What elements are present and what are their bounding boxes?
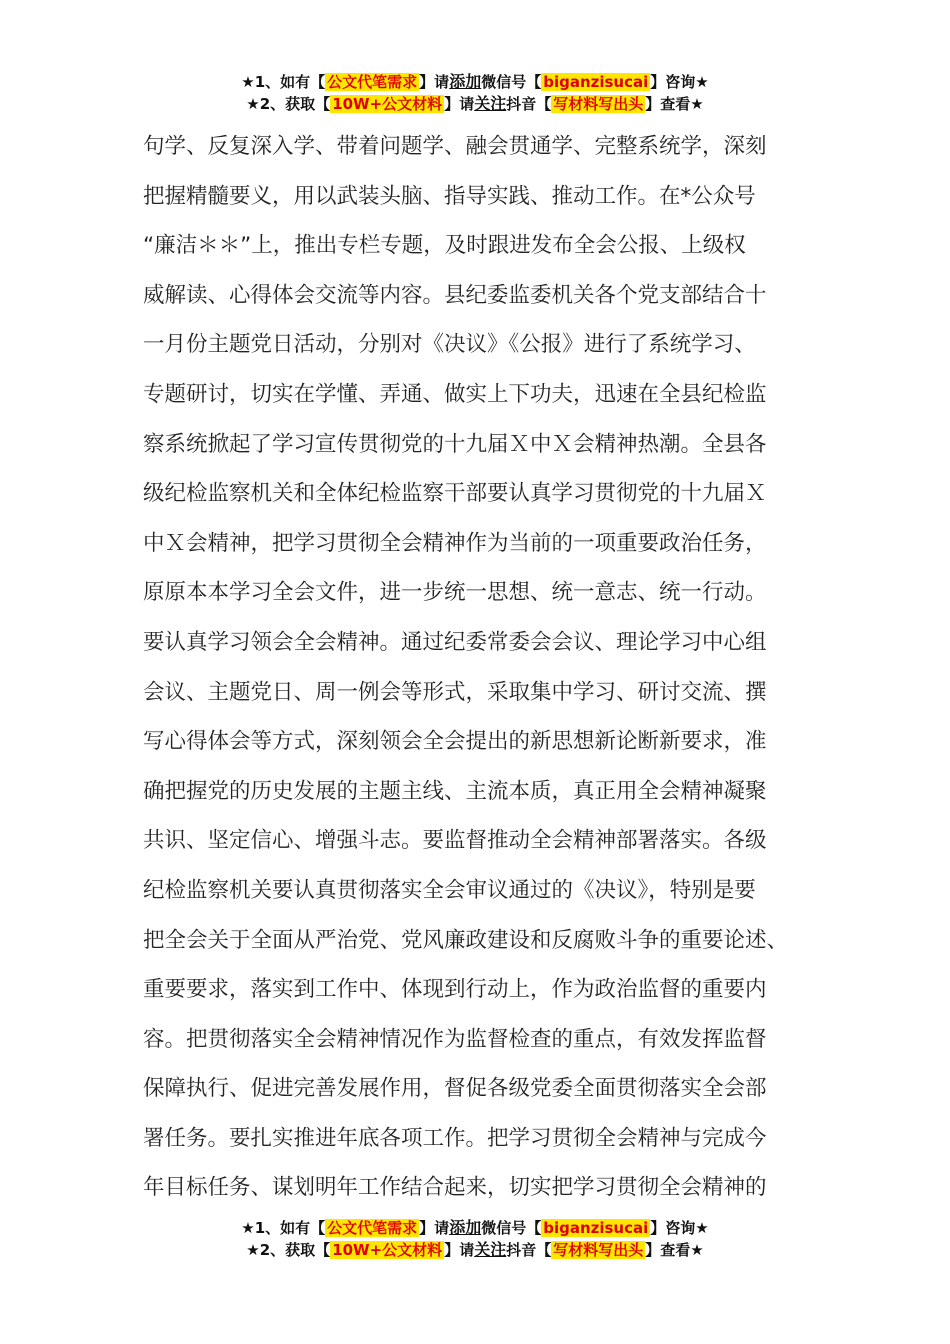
body-line: 容。把贯彻落实全会精神情况作为监督检查的重点，有效发挥监督 <box>143 1026 767 1052</box>
highlight-douyin-id: 写材料写出头 <box>553 95 644 113</box>
footer-banner <box>0 1217 950 1261</box>
body-line: 一月份主题党日活动，分别对《决议》《公报》进行了系统学习、 <box>143 332 756 358</box>
banner-text: 】咨询★ <box>650 1219 709 1237</box>
body-line: 写心得体会等方式，深刻领会全会提出的新思想新论断新要求，准 <box>143 729 767 755</box>
banner-text: 】查看★ <box>645 95 704 113</box>
banner-text: ★1、如有【 <box>241 73 326 91</box>
document-body <box>143 122 807 1213</box>
highlight-wechat-id: biganzisucai <box>543 1219 649 1237</box>
banner-line-1 <box>0 1217 950 1239</box>
body-line: 级纪检监察机关和全体纪检监察干部要认真学习贯彻党的十九届Ｘ <box>143 481 767 507</box>
banner-line-2 <box>0 93 950 115</box>
body-line: 句学、反复深入学、带着问题学、融会贯通学、完整系统学，深刻 <box>143 134 767 159</box>
banner-text: 抖音【 <box>506 95 552 113</box>
body-line: 威解读、心得体会交流等内容。县纪委监委机关各个党支部结合十 <box>143 282 767 308</box>
banner-emphasis: 添加 <box>449 72 482 91</box>
body-line: “廉洁＊＊”上，推出专栏专题，及时跟进发布全会公报、上级权 <box>143 233 746 259</box>
body-line: 专题研讨，切实在学懂、弄通、做实上下功夫，迅速在全县纪检监 <box>143 381 767 407</box>
highlight-materials: 10W+公文材料 <box>332 95 443 113</box>
body-line: 重要要求，落实到工作中、体现到行动上，作为政治监督的重要内 <box>143 977 767 1003</box>
banner-text: 】查看★ <box>645 1241 704 1259</box>
header-banner <box>0 71 950 115</box>
body-line: 把握精髓要义，用以武装头脑、指导实践、推动工作。在*公众号 <box>143 183 756 209</box>
highlight-service: 公文代笔需求 <box>327 73 418 91</box>
banner-text: 抖音【 <box>506 1241 552 1259</box>
body-line: 原原本本学习全会文件，进一步统一思想、统一意志、统一行动。 <box>143 580 767 606</box>
banner-text: 微信号【 <box>481 1219 542 1237</box>
highlight-douyin-id: 写材料写出头 <box>553 1241 644 1259</box>
banner-emphasis: 添加 <box>449 1218 482 1237</box>
banner-text: 】请 <box>444 1241 475 1259</box>
body-line: 察系统掀起了学习宣传贯彻党的十九届Ｘ中Ｘ会精神热潮。全县各 <box>143 431 767 457</box>
body-line: 纪检监察机关要认真贯彻落实全会审议通过的《决议》，特别是要 <box>143 877 756 903</box>
banner-emphasis: 关注 <box>474 94 507 113</box>
body-line: 确把握党的历史发展的主题主线、主流本质，真正用全会精神凝聚 <box>143 778 767 804</box>
body-line: 会议、主题党日、周一例会等形式，采取集中学习、研讨交流、撰 <box>143 679 767 705</box>
banner-text: ★1、如有【 <box>241 1219 326 1237</box>
banner-emphasis: 关注 <box>474 1240 507 1259</box>
highlight-wechat-id: biganzisucai <box>543 73 649 91</box>
body-line: 中Ｘ会精神，把学习贯彻全会精神作为当前的一项重要政治任务， <box>143 530 767 556</box>
banner-text: ★2、获取【 <box>246 95 331 113</box>
body-line: 年目标任务、谋划明年工作结合起来，切实把学习贯彻全会精神的 <box>143 1175 767 1201</box>
banner-text: 】请 <box>444 95 475 113</box>
body-line: 要认真学习领会全会精神。通过纪委常委会会议、理论学习中心组 <box>143 629 767 655</box>
body-line: 把全会关于全面从严治党、党风廉政建设和反腐败斗争的重要论述、 <box>143 927 789 953</box>
highlight-materials: 10W+公文材料 <box>332 1241 443 1259</box>
body-line: 共识、坚定信心、增强斗志。要监督推动全会精神部署落实。各级 <box>143 828 767 854</box>
banner-text: 】请 <box>419 73 450 91</box>
banner-text: ★2、获取【 <box>246 1241 331 1259</box>
banner-line-2 <box>0 1239 950 1261</box>
highlight-service: 公文代笔需求 <box>327 1219 418 1237</box>
banner-text: 】咨询★ <box>650 73 709 91</box>
body-line: 署任务。要扎实推进年底各项工作。把学习贯彻全会精神与完成今 <box>143 1125 767 1151</box>
banner-text: 】请 <box>419 1219 450 1237</box>
body-line: 保障执行、促进完善发展作用，督促各级党委全面贯彻落实全会部 <box>143 1076 767 1102</box>
banner-line-1 <box>0 71 950 93</box>
banner-text: 微信号【 <box>481 73 542 91</box>
